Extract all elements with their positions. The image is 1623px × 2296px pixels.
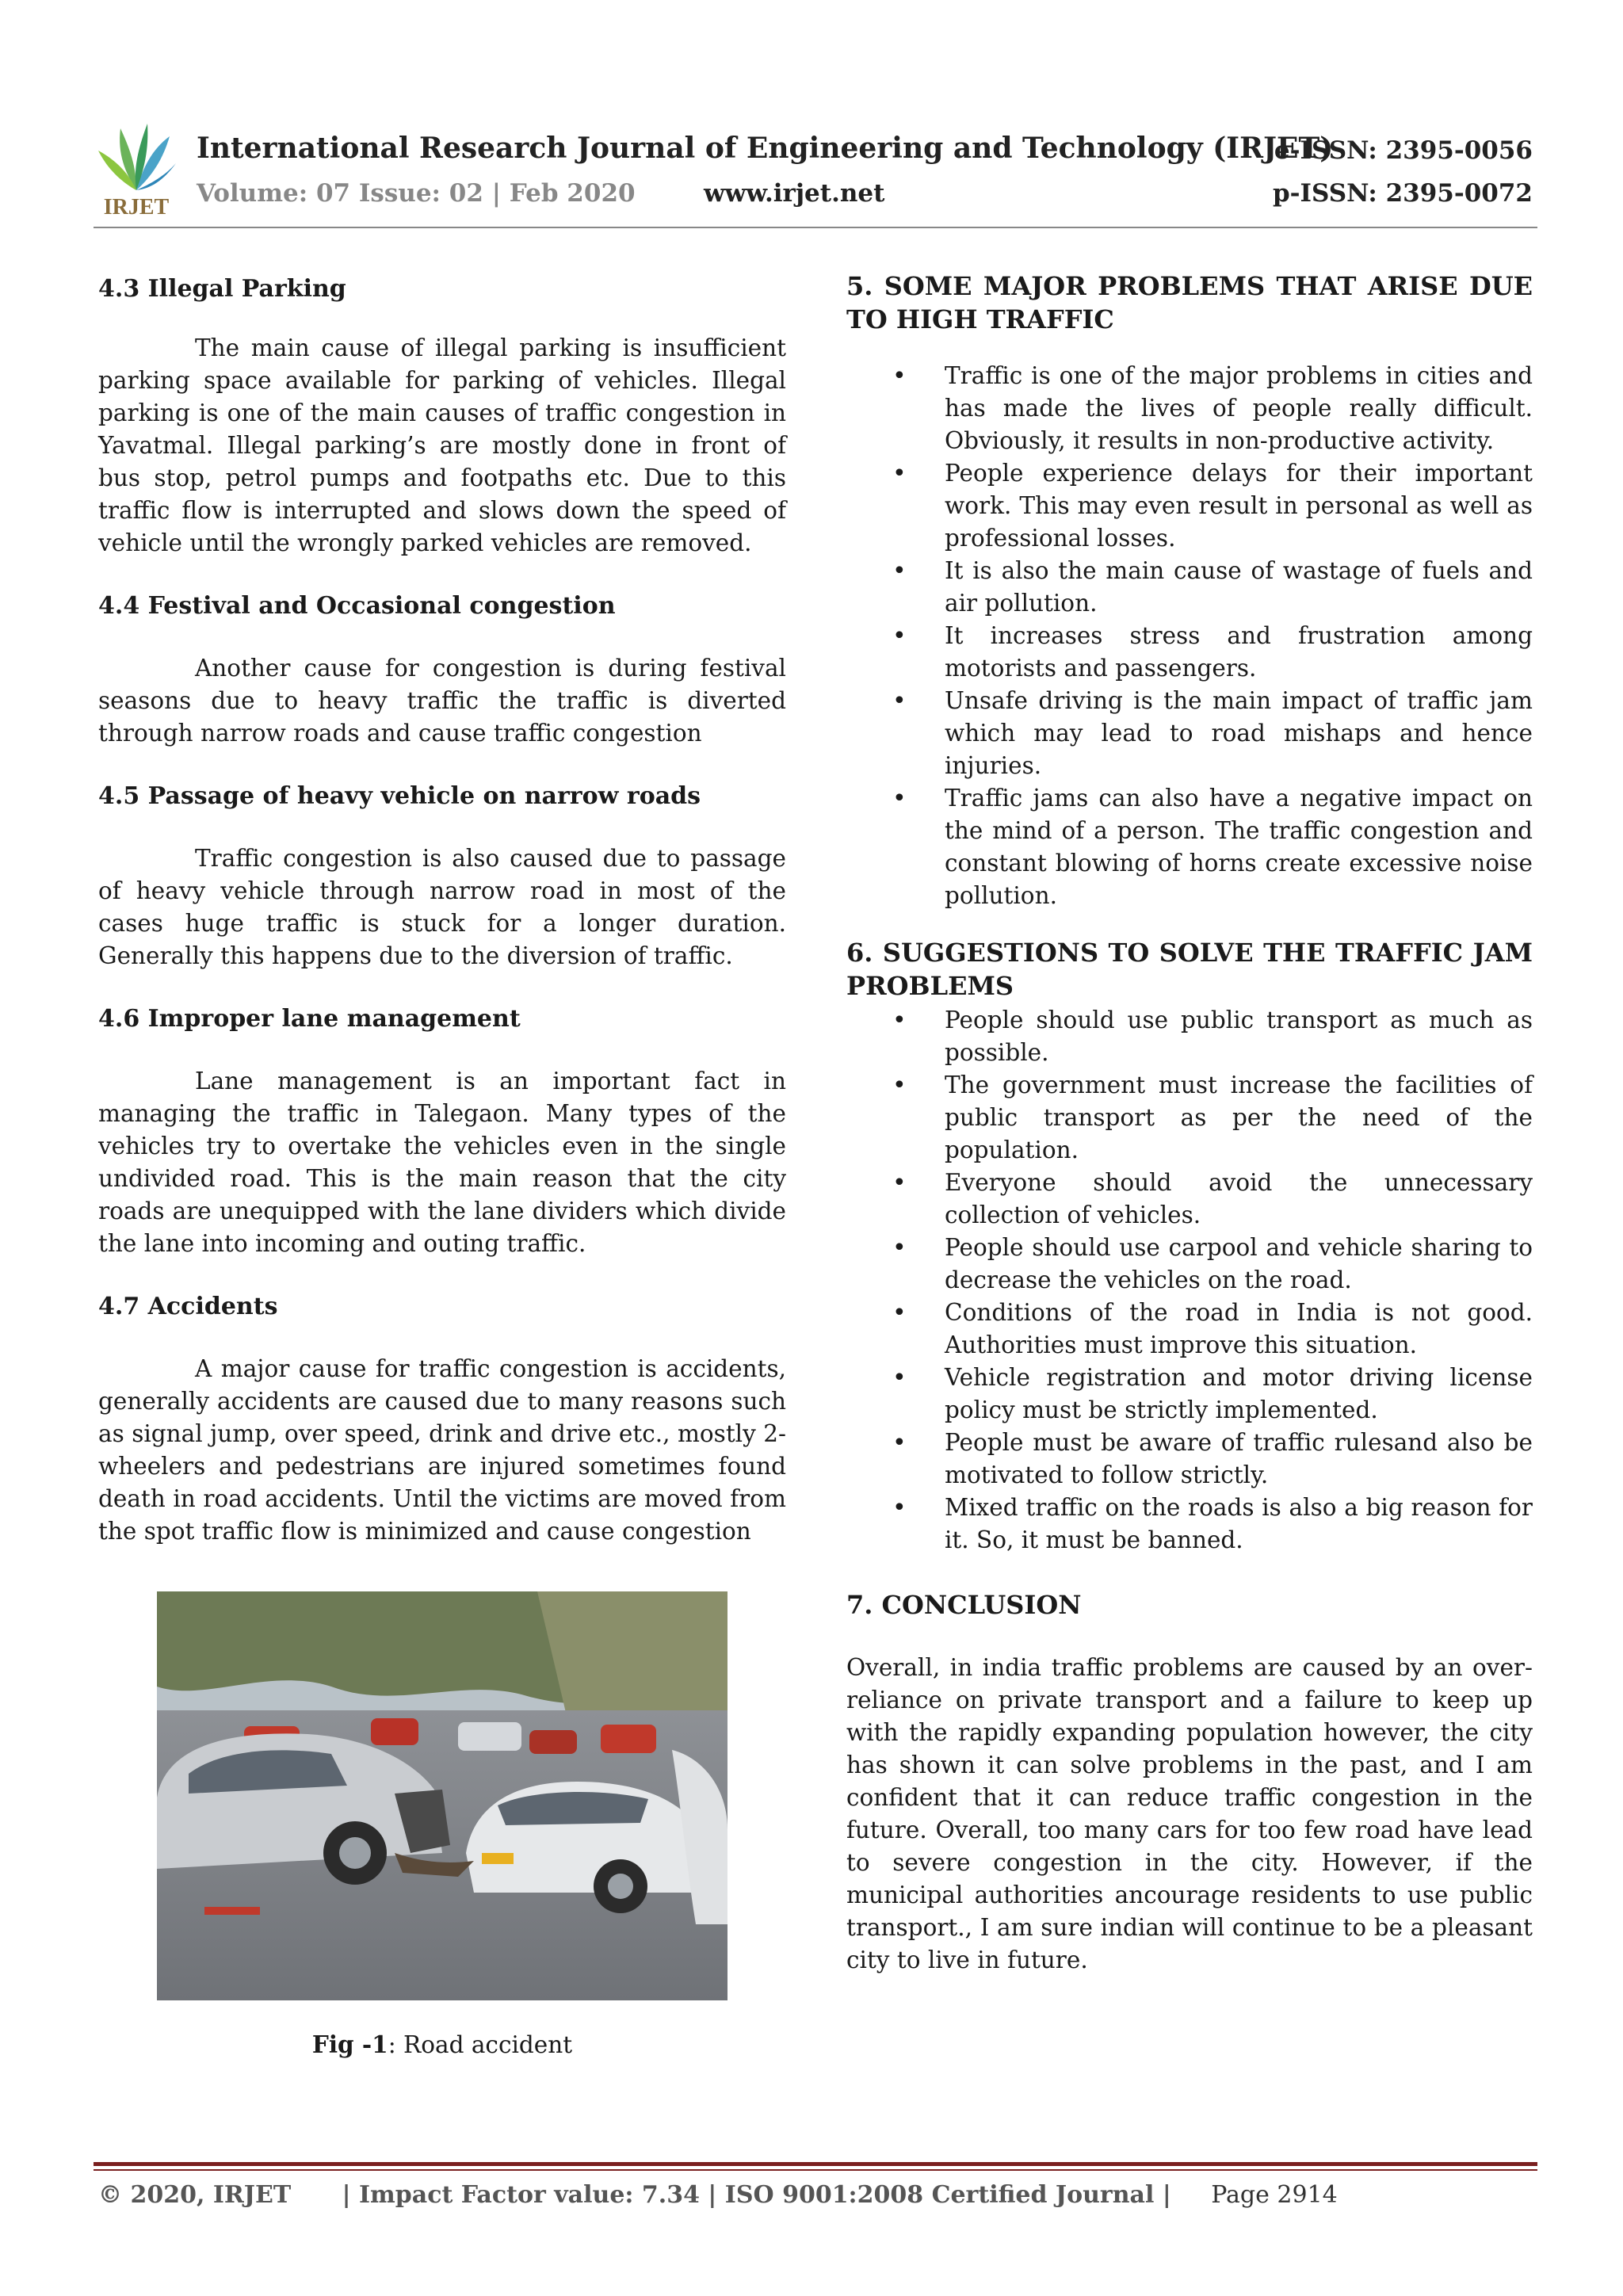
- section-4-4-heading: 4.4 Festival and Occasional congestion: [98, 592, 616, 620]
- bullet-icon: •: [892, 460, 907, 487]
- list-item: • Everyone should avoid the unnecessary collection of vehicles.: [846, 1167, 1533, 1232]
- list-item: • It increases stress and frustration among motorists and passengers.: [846, 620, 1533, 685]
- section-4-7-heading: 4.7 Accidents: [98, 1293, 278, 1320]
- figure-caption: [98, 2030, 786, 2058]
- list-item: • Mixed traffic on the roads is also a big reason for it. So, it must be banned.: [846, 1492, 1533, 1557]
- list-item: • Traffic jams can also have a negative impact on the mind of a person. The traffic congestion and constant blowing of horns create excessive noise pollution.: [846, 782, 1533, 912]
- list-item: • Vehicle registration and motor driving license policy must be strictly implemented.: [846, 1362, 1533, 1427]
- pissn: p-ISSN: 2395-0072: [1272, 179, 1533, 208]
- bullet-icon: •: [892, 1299, 907, 1327]
- logo-wordmark: IRJET: [103, 195, 170, 219]
- bullet-icon: •: [892, 622, 907, 650]
- bullet-icon: •: [892, 1007, 907, 1034]
- journal-website-link[interactable]: www.irjet.net: [704, 179, 885, 208]
- bullet-icon: •: [892, 785, 907, 812]
- list-item: • People experience delays for their important work. This may even result in personal as well as professional losses.: [846, 457, 1533, 555]
- list-item: • Conditions of the road in India is not good. Authorities must improve this situation.: [846, 1297, 1533, 1362]
- section-4-5-text: Traffic congestion is also caused due to passage of heavy vehicle through narrow road in most of the cases huge traffic is stuck for a longer duration. Generally this happens due to the diversion of traffic.: [98, 845, 786, 969]
- bullet-icon: •: [892, 1072, 907, 1099]
- right-column: [846, 269, 1533, 1977]
- footer-divider: [94, 2162, 1537, 2166]
- header-divider: [94, 227, 1537, 228]
- bullet-icon: •: [892, 687, 907, 715]
- bullet-icon: •: [892, 1234, 907, 1262]
- eissn: e-ISSN: 2395-0056: [1274, 136, 1533, 165]
- volume-issue: Volume: 07 Issue: 02 | Feb 2020: [197, 179, 636, 208]
- section-4-3-text: The main cause of illegal parking is insufficient parking space available for parking of vehicles. Illegal parking is one of the main causes of traffic congestion in Yavatmal. Illegal parking’s are mostly done in front of bus stop, petrol pumps and footpaths etc. Due to this traffic flow is interrupted and slows down the speed of vehicle until the wrongly parked vehicles are removed.: [98, 334, 786, 556]
- section-6-list: [846, 1004, 1533, 1557]
- section-5-list: [846, 360, 1533, 912]
- section-6-heading: 6. SUGGESTIONS TO SOLVE THE TRAFFIC JAM PROBLEMS: [846, 938, 1533, 1001]
- list-item: • Unsafe driving is the main impact of traffic jam which may lead to road mishaps and hence injuries.: [846, 685, 1533, 782]
- irjet-logo: [94, 117, 179, 219]
- footer-page-number: Page 2914: [1211, 2181, 1338, 2209]
- footer-impact-factor: | Impact Factor value: 7.34 | ISO 9001:2008 Certified Journal |: [342, 2181, 1171, 2209]
- footer: [98, 2181, 1338, 2209]
- bullet-icon: •: [892, 557, 907, 585]
- footer-copyright: © 2020, IRJET: [98, 2181, 292, 2209]
- section-7-heading: 7. CONCLUSION: [846, 1590, 1082, 1620]
- list-item: • People should use carpool and vehicle sharing to decrease the vehicles on the road.: [846, 1232, 1533, 1297]
- bullet-icon: •: [892, 1429, 907, 1457]
- road-accident-photo: [157, 1591, 727, 2000]
- list-item: • It is also the main cause of wastage of fuels and air pollution.: [846, 555, 1533, 620]
- section-4-7-text: A major cause for traffic congestion is accidents, generally accidents are caused due to many reasons such as signal jump, over speed, drink and drive etc., mostly 2-wheelers and pedestrians are injured sometimes found death in road accidents. Until the victims are moved from the spot traffic flow is minimized and cause congestion: [98, 1355, 786, 1545]
- section-4-3-heading: 4.3 Illegal Parking: [98, 275, 346, 303]
- footer-divider-thin: [94, 2169, 1537, 2171]
- list-item: • People must be aware of traffic rulesand also be motivated to follow strictly.: [846, 1427, 1533, 1492]
- section-4-4-text: Another cause for congestion is during festival seasons due to heavy traffic the traffic is diverted through narrow roads and cause traffic congestion: [98, 655, 786, 747]
- list-item: • People should use public transport as much as possible.: [846, 1004, 1533, 1069]
- section-4-6-heading: 4.6 Improper lane management: [98, 1005, 521, 1033]
- bullet-icon: •: [892, 1169, 907, 1197]
- bullet-icon: •: [892, 362, 907, 390]
- list-item: • The government must increase the facilities of public transport as per the need of the population.: [846, 1069, 1533, 1167]
- section-5-heading: 5. SOME MAJOR PROBLEMS THAT ARISE DUE TO HIGH TRAFFIC: [846, 271, 1533, 334]
- figure-label: Fig -1: [311, 2030, 388, 2058]
- figure-caption-text: : Road accident: [388, 2031, 573, 2058]
- section-4-5-heading: 4.5 Passage of heavy vehicle on narrow roads: [98, 782, 701, 810]
- journal-title: International Research Journal of Engineering and Technology (IRJET): [197, 132, 1334, 165]
- list-item: • Traffic is one of the major problems in cities and has made the lives of people really difficult. Obviously, it results in non-productive activity.: [846, 360, 1533, 457]
- bullet-icon: •: [892, 1364, 907, 1392]
- bullet-icon: •: [892, 1494, 907, 1522]
- section-4-6-text: Lane management is an important fact in managing the traffic in Talegaon. Many types of the vehicles try to overtake the vehicles even in the single undivided road. This is the main reason that the city roads are unequipped with the lane dividers which divide the lane into incoming and outing traffic.: [98, 1068, 786, 1257]
- left-column: [98, 269, 786, 1548]
- section-7-text: Overall, in india traffic problems are caused by an over-reliance on private transport and a failure to keep up with the rapidly expanding population however, the city has shown it can solve problems in the past, and I am confident that it can reduce traffic congestion in the future. Overall, too many cars for too few road have lead to severe congestion in the city. However, if the municipal authorities ancourage residents to use public transport., I am sure indian will continue to be a pleasant city to live in future.: [846, 1654, 1533, 1973]
